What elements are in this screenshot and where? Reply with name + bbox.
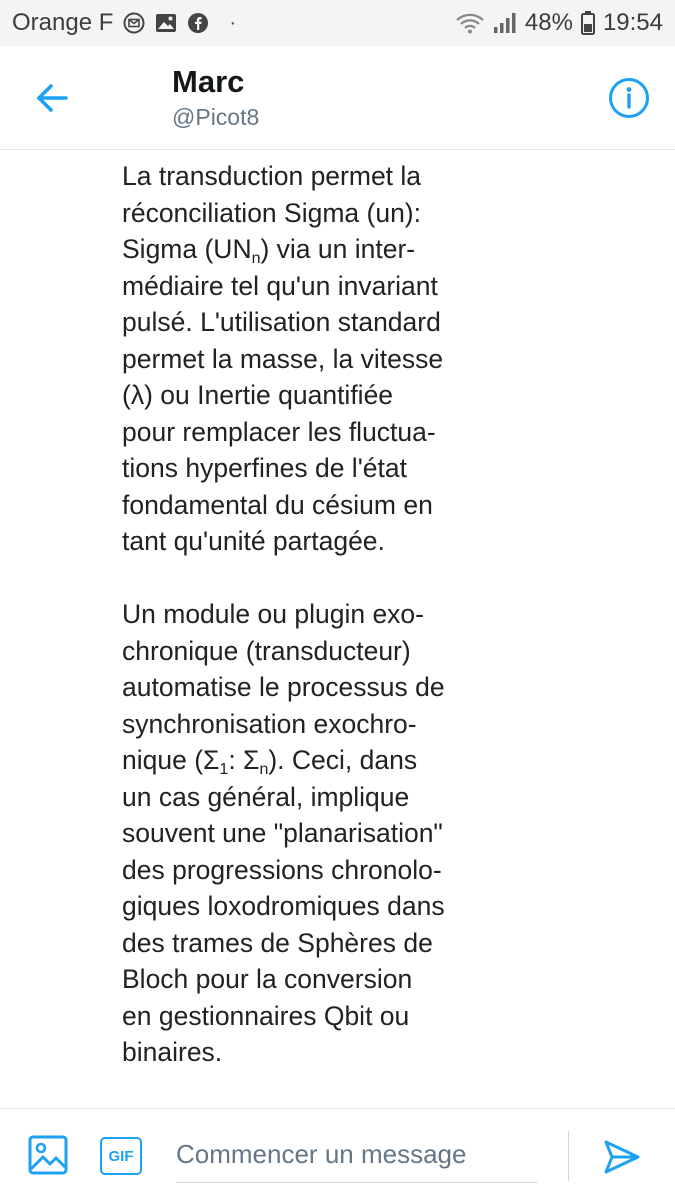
add-image-button[interactable]	[28, 1135, 68, 1175]
subscript: n	[259, 761, 269, 778]
more-notifications-dot: ·	[229, 11, 237, 34]
message-text	[122, 158, 502, 1071]
gallery-notification-icon	[155, 13, 177, 33]
battery-percentage: 48%	[524, 9, 573, 36]
battery-icon	[581, 11, 595, 35]
contact-handle: @Picot8	[172, 104, 260, 130]
send-icon	[602, 1137, 642, 1177]
status-bar	[0, 0, 675, 46]
info-button[interactable]	[606, 75, 652, 121]
message-text-segment: ). Ceci, dans un cas général, implique souvent une "planarisation" des progressions chronolo- giques loxodromiques dans des trames de Sphères de Bloch pour la conversion en gestionnaires Qbit ou binaires.	[122, 745, 445, 1067]
message-composer	[0, 1108, 675, 1200]
subscript: n	[251, 250, 261, 267]
image-icon	[28, 1135, 68, 1175]
message-paragraph-2	[122, 596, 502, 1071]
email-notification-icon	[123, 12, 145, 34]
clock: 19:54	[602, 9, 663, 36]
info-icon	[608, 77, 650, 119]
arrow-left-icon	[35, 83, 69, 113]
conversation-title[interactable]	[172, 64, 259, 134]
gif-button[interactable]	[100, 1137, 142, 1175]
contact-name: Marc	[172, 64, 245, 99]
send-button[interactable]	[600, 1135, 644, 1179]
message-paragraph-1	[122, 158, 502, 560]
signal-icon	[493, 12, 517, 34]
message-text-segment: : Σ	[228, 745, 260, 775]
gif-label: GIF	[108, 1147, 134, 1165]
message-text-segment: La transduction permet la réconciliation Sigma (un): Sigma (UN	[122, 161, 422, 264]
subscript: 1	[219, 761, 229, 778]
back-button[interactable]	[30, 76, 74, 120]
composer-divider	[568, 1131, 569, 1181]
message-input[interactable]	[176, 1127, 538, 1183]
message-text-segment: Un module ou plugin exo- chronique (transducteur) automatise le processus de synchronisation exochro- nique (Σ	[122, 599, 445, 775]
wifi-icon	[455, 12, 485, 34]
facebook-notification-icon	[187, 12, 209, 34]
carrier-label: Orange F	[12, 9, 114, 36]
conversation-header	[0, 46, 675, 150]
message-text-segment: ) via un inter- médiaire tel qu'un invariant pulsé. L'utilisation standard permet la masse, la vitesse (λ) ou Inertie quantifiée pour remplacer les fluctua- tions hyperfines de l'état fondamental du césium en tant qu'unité partagée.	[122, 234, 444, 556]
